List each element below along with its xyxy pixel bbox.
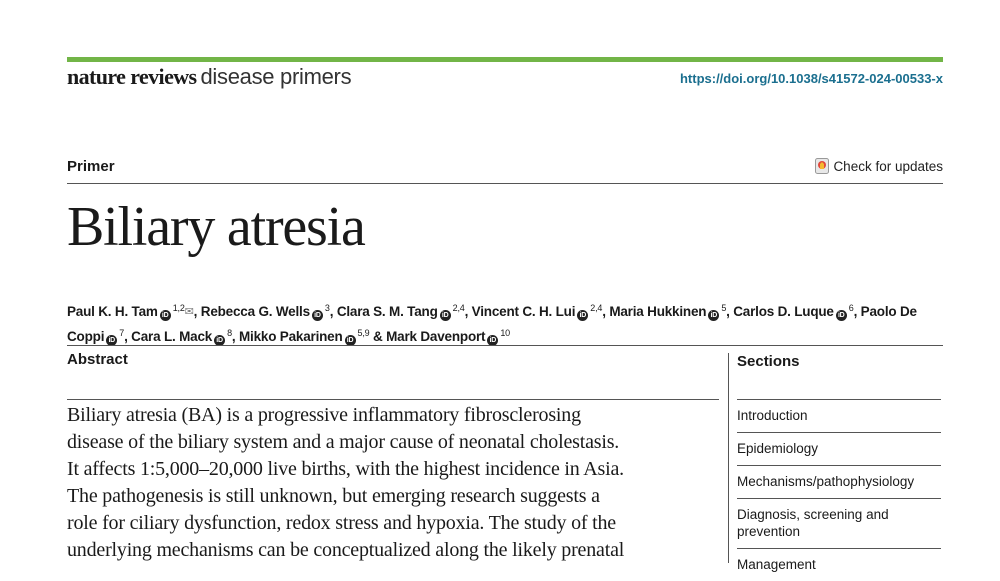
check-for-updates-button[interactable] — [815, 158, 943, 174]
abstract-line: underlying mechanisms can be conceptualized along the likely prenatal — [67, 539, 625, 561]
abstract-divider — [67, 399, 719, 400]
author-separator: , — [124, 329, 132, 344]
article-title: Biliary atresia — [67, 196, 365, 258]
orcid-icon[interactable]: iD — [708, 310, 719, 321]
author-separator: , — [726, 304, 734, 319]
author-affiliation: 6 — [848, 303, 854, 313]
journal-brand: nature reviews — [67, 64, 197, 89]
author-name: Mark Davenport — [386, 329, 486, 344]
check-updates-icon — [815, 158, 829, 174]
author[interactable] — [472, 304, 603, 319]
abstract-line: The pathogenesis is still unknown, but emerging research suggests a — [67, 485, 600, 507]
author-name: Maria Hukkinen — [609, 304, 707, 319]
sections-heading: Sections — [737, 353, 800, 370]
orcid-icon[interactable]: iD — [160, 310, 171, 321]
author-name: Carlos D. Luque — [733, 304, 834, 319]
author-affiliation: 3 — [324, 303, 330, 313]
abstract-line: disease of the biliary system and a major cause of neonatal cholestasis. — [67, 431, 620, 453]
orcid-icon[interactable]: iD — [345, 335, 356, 346]
author-name: Clara S. M. Tang — [336, 304, 438, 319]
author-separator: & — [369, 329, 387, 344]
author-separator: , — [464, 304, 472, 319]
section-link[interactable]: Introduction — [737, 399, 941, 432]
abstract-text — [67, 402, 727, 564]
author[interactable] — [337, 304, 465, 319]
check-updates-label: Check for updates — [833, 158, 943, 174]
orcid-icon[interactable]: iD — [312, 310, 323, 321]
author-affiliation: 2,4 — [590, 303, 603, 313]
orcid-icon[interactable]: iD — [106, 335, 117, 346]
author-list — [67, 298, 943, 347]
section-link[interactable]: Management — [737, 548, 941, 581]
author[interactable] — [239, 329, 369, 344]
header-divider — [67, 183, 943, 184]
sections-list — [737, 399, 941, 581]
journal-subtitle: disease primers — [200, 64, 352, 89]
author-affiliation: 7 — [119, 328, 125, 338]
author-name: Mikko Pakarinen — [238, 329, 343, 344]
doi-link[interactable]: https://doi.org/10.1038/s41572-024-00533-x — [679, 71, 943, 86]
author-affiliation: 1,2 — [172, 303, 185, 313]
abstract-line: It affects 1:5,000–20,000 live births, with the highest incidence in Asia. — [67, 458, 624, 480]
journal-name — [67, 64, 351, 90]
author-separator: , — [329, 304, 337, 319]
author[interactable] — [131, 329, 232, 344]
orcid-icon[interactable]: iD — [836, 310, 847, 321]
author-name: Vincent C. H. Lui — [471, 304, 576, 319]
journal-accent-bar — [67, 57, 943, 62]
orcid-icon[interactable]: iD — [214, 335, 225, 346]
orcid-icon[interactable]: iD — [487, 335, 498, 346]
orcid-icon[interactable]: iD — [577, 310, 588, 321]
author[interactable] — [386, 329, 510, 344]
author-separator: , — [602, 304, 610, 319]
email-icon[interactable]: ✉ — [184, 306, 194, 318]
author-affiliation: 5,9 — [357, 328, 370, 338]
author-separator: , — [231, 329, 239, 344]
abstract-line: role for ciliary dysfunction, redox stress and hypoxia. The study of the — [67, 512, 616, 534]
author[interactable] — [67, 304, 194, 319]
author-separator: , — [853, 304, 861, 319]
author[interactable] — [609, 304, 726, 319]
column-divider — [728, 353, 729, 563]
author-affiliation: 5 — [721, 303, 727, 313]
author-name: Rebecca G. Wells — [200, 304, 310, 319]
author-affiliation: 10 — [500, 328, 510, 338]
author-affiliation: 2,4 — [452, 303, 465, 313]
article-type: Primer — [67, 158, 115, 175]
authors-divider — [67, 345, 943, 346]
author-separator: , — [193, 304, 201, 319]
abstract-heading: Abstract — [67, 351, 128, 368]
section-link[interactable]: Mechanisms/pathophysiology — [737, 465, 941, 498]
author[interactable] — [201, 304, 330, 319]
author[interactable] — [733, 304, 853, 319]
author-name: Cara L. Mack — [131, 329, 213, 344]
author-affiliation: 8 — [227, 328, 232, 338]
author-name: Paolo De Coppi — [67, 304, 917, 344]
abstract-line: Biliary atresia (BA) is a progressive inflammatory fibrosclerosing — [67, 404, 581, 426]
section-link[interactable]: Epidemiology — [737, 432, 941, 465]
section-link[interactable]: Diagnosis, screening and prevention — [737, 498, 941, 548]
orcid-icon[interactable]: iD — [440, 310, 451, 321]
author-name: Paul K. H. Tam — [67, 304, 158, 319]
